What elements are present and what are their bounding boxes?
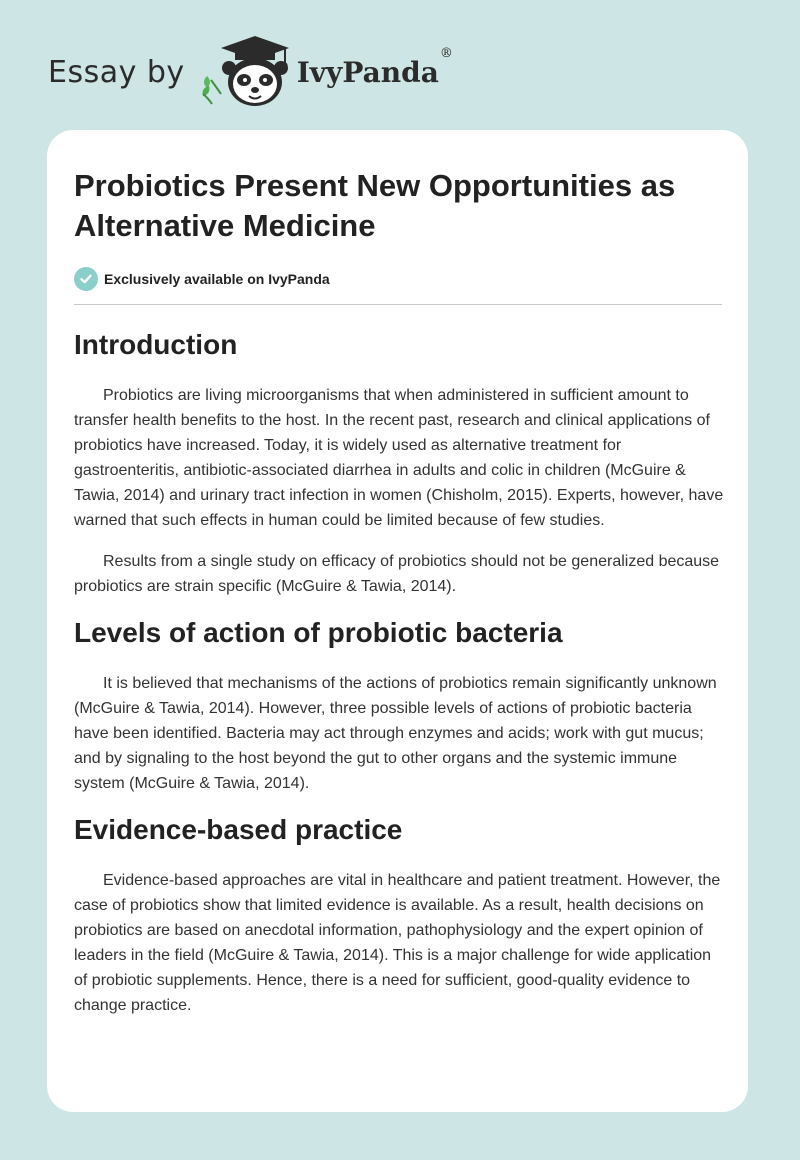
site-header xyxy=(48,36,453,108)
section-levels-of-action xyxy=(74,615,722,796)
ivy-leaf-icon xyxy=(202,76,220,104)
ivypanda-panda-logo-icon[interactable] xyxy=(199,36,293,108)
paragraph: It is believed that mechanisms of the actions of probiotics remain significantly unknown (McGuire & Tawia, 2014). However, three possible levels of actions of probiotic bacteria have been identified. Bacteria may act through enzymes and acids; work with gut mucus; and by signaling to the host beyond the gut to other organs and the systemic immune system (McGuire & Tawia, 2014). xyxy=(74,675,717,792)
brand-label[interactable]: IvyPanda xyxy=(296,55,439,89)
section-introduction xyxy=(74,327,722,599)
section-heading: Levels of action of probiotic bacteria xyxy=(74,617,563,648)
section-heading: Introduction xyxy=(74,329,238,360)
paragraph: Results from a single study on efficacy of probiotics should not be generalized because probiotics are strain specific (McGuire & Tawia, 2014). xyxy=(74,553,720,595)
essay-card xyxy=(47,130,748,1112)
section-evidence-based-practice xyxy=(74,812,722,1018)
check-circle-icon xyxy=(74,267,98,291)
divider xyxy=(74,304,722,305)
exclusive-badge-label: Exclusively available on IvyPanda xyxy=(104,271,330,287)
paragraph: Evidence-based approaches are vital in healthcare and patient treatment. However, the case of probiotics show that limited evidence is available. As a result, health decisions on probiotics are based on anecdotal information, pathophysiology and the expert opinion of leaders in the field (McGuire & Tawia, 2014). This is a major challenge for wide application of probiotic supplements. Hence, there is a need for sufficient, good-quality evidence to change practice. xyxy=(74,872,721,1014)
trademark-symbol: ® xyxy=(439,46,453,62)
exclusive-badge xyxy=(74,266,722,292)
brand-name[interactable] xyxy=(296,46,453,89)
paragraph: Probiotics are living microorganisms that when administered in sufficient amount to transfer health benefits to the host. In the recent past, research and clinical applications of probiotics have increased. Today, it is widely used as alternative treatment for gastroenteritis, antibiotic-associated diarrhea in adults and colic in children (McGuire & Tawia, 2014) and urinary tract infection in women (Chisholm, 2015). Experts, however, have warned that such effects in human could be limited because of few studies. xyxy=(74,387,724,529)
essay-by-label: Essay by xyxy=(48,54,185,90)
page-title: Probiotics Present New Opportunities as Alternative Medicine xyxy=(74,168,676,243)
section-heading: Evidence-based practice xyxy=(74,814,403,845)
